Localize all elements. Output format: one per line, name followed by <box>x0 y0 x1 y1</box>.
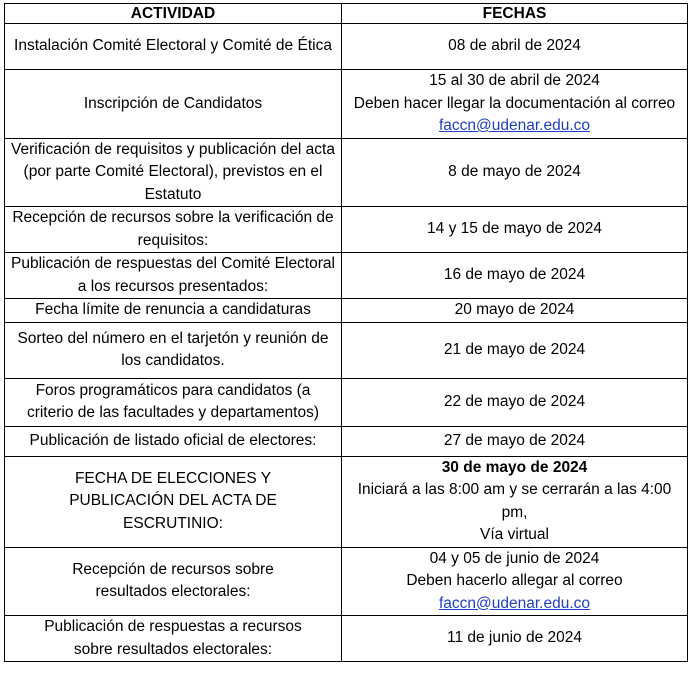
activity-cell: Fecha límite de renuncia a candidaturas <box>5 299 342 323</box>
table-row <box>5 138 688 207</box>
activity-cell: Publicación de respuestas a recursos sobre resultados electorales: <box>5 616 342 662</box>
table-header-row <box>5 4 688 24</box>
date-note: Deben hacerlo allegar al correo <box>406 572 623 589</box>
table-row <box>5 426 688 456</box>
date-cell: 21 de mayo de 2024 <box>342 322 688 378</box>
table-row <box>5 322 688 378</box>
activity-cell: Sorteo del número en el tarjetón y reunión de los candidatos. <box>5 322 342 378</box>
table-row <box>5 378 688 426</box>
date-note: Deben hacer llegar la documentación al correo <box>353 94 676 112</box>
date-cell: 20 mayo de 2024 <box>342 299 688 323</box>
date-cell <box>342 547 688 616</box>
date-cell: 22 de mayo de 2024 <box>342 378 688 426</box>
activity-cell: Publicación de respuestas del Comité Electoral a los recursos presentados: <box>5 253 342 299</box>
table-row <box>5 253 688 299</box>
activity-cell: Verificación de requisitos y publicación del acta (por parte Comité Electoral), previstos en el Estatuto <box>5 138 342 207</box>
activity-cell: FECHA DE ELECCIONES Y PUBLICACIÓN DEL ACTA DE ESCRUTINIO: <box>5 456 342 547</box>
date-cell: 14 y 15 de mayo de 2024 <box>342 207 688 253</box>
date-cell <box>342 456 688 547</box>
activity-cell: Publicación de listado oficial de electores: <box>5 426 342 456</box>
activity-cell: Recepción de recursos sobre resultados electorales: <box>5 547 342 616</box>
dates-column-header: FECHAS <box>342 4 688 24</box>
table-row <box>5 24 688 70</box>
table-row <box>5 456 688 547</box>
table-row <box>5 547 688 616</box>
election-mode: Vía virtual <box>480 526 549 543</box>
date-cell: 8 de mayo de 2024 <box>342 138 688 207</box>
activity-cell: Instalación Comité Electoral y Comité de Ética <box>5 24 342 70</box>
activity-cell: Foros programáticos para candidatos (a criterio de las facultades y departamentos) <box>5 378 342 426</box>
activity-column-header: ACTIVIDAD <box>5 4 342 24</box>
table-row <box>5 207 688 253</box>
date-range: 04 y 05 de junio de 2024 <box>429 549 600 567</box>
date-cell: 08 de abril de 2024 <box>342 24 688 70</box>
election-hours: Iniciará a las 8:00 am y se cerrarán a las 4:00 pm, <box>357 481 672 521</box>
date-cell: 11 de junio de 2024 <box>342 616 688 662</box>
table-row <box>5 70 688 139</box>
election-date: 30 de mayo de 2024 <box>441 458 588 476</box>
activity-cell: Inscripción de Candidatos <box>5 70 342 139</box>
election-schedule-table <box>4 3 688 662</box>
table-row <box>5 299 688 323</box>
date-cell: 16 de mayo de 2024 <box>342 253 688 299</box>
date-range: 15 al 30 de abril de 2024 <box>429 72 600 89</box>
date-cell <box>342 70 688 139</box>
email-link[interactable]: faccn@udenar.edu.co <box>438 117 591 134</box>
activity-cell: Recepción de recursos sobre la verificación de requisitos: <box>5 207 342 253</box>
email-link[interactable]: faccn@udenar.edu.co <box>438 594 591 612</box>
date-cell: 27 de mayo de 2024 <box>342 426 688 456</box>
table-row <box>5 616 688 662</box>
